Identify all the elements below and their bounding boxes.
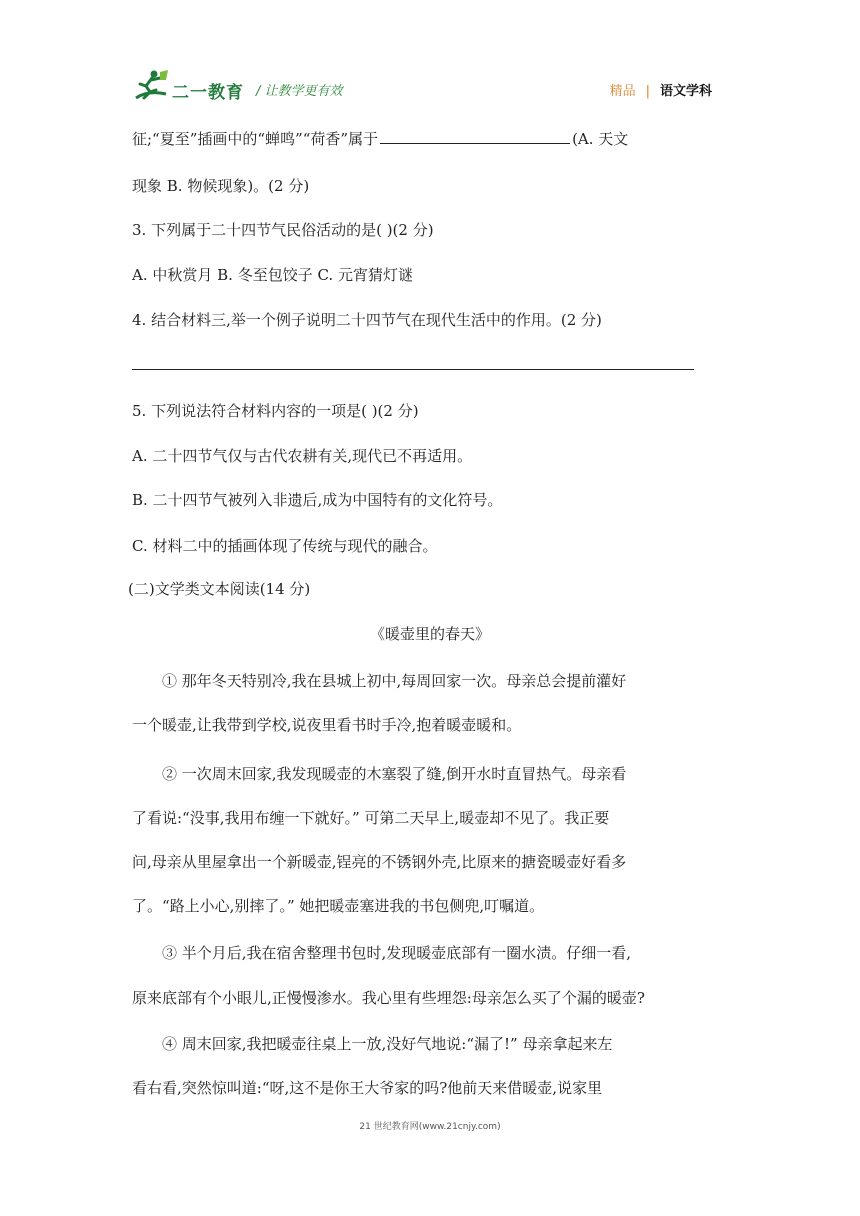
- paragraph-2-line-4: 了。“路上小心,别摔了。” 她把暖壶塞进我的书包侧兜,叮嘱道。: [132, 897, 545, 915]
- paragraph-2-line-1: ② 一次周末回家,我发现暖壶的木塞裂了缝,倒开水时直冒热气。母亲看: [162, 765, 627, 783]
- question-2-options: (A. 天文: [572, 130, 629, 148]
- paragraph-3-line-2: 原来底部有个小眼儿,正慢慢渗水。我心里有些埋怨:母亲怎么买了个漏的暖壶?: [132, 989, 645, 1007]
- tag-separator: |: [645, 84, 650, 99]
- paragraph-2-line-2: 了看说:“没事,我用布缠一下就好。” 可第二天早上,暖壶却不见了。我正要: [132, 809, 610, 827]
- answer-blank[interactable]: [380, 129, 570, 144]
- paragraph-3-line-1: ③ 半个月后,我在宿舍整理书包时,发现暖壶底部有一圈水渍。仔细一看,: [162, 944, 632, 962]
- subject-tag: [610, 80, 712, 99]
- answer-line[interactable]: [132, 369, 694, 370]
- quality-label: 精品: [609, 84, 636, 99]
- page-footer: 21 世纪教育网(www.21cnjy.com): [359, 1122, 501, 1132]
- story-title: 《暖壶里的春天》: [369, 625, 490, 643]
- question-5: 5. 下列说法符合材料内容的一项是( )(2 分): [132, 402, 419, 420]
- subject-label: 语文学科: [659, 84, 712, 99]
- page-header: [132, 68, 732, 108]
- paragraph-2-line-3: 问,母亲从里屋拿出一个新暖壶,锃亮的不锈钢外壳,比原来的搪瓷暖壶好看多: [132, 853, 627, 871]
- question-3: 3. 下列属于二十四节气民俗活动的是( )(2 分): [132, 221, 434, 239]
- question-2-text: 征;“夏至”插画中的“蝉鸣”“荷香”属于: [132, 130, 379, 148]
- question-5-option-a: A. 二十四节气仅与古代农耕有关,现代已不再适用。: [132, 447, 473, 465]
- paragraph-4-line-2: 看右看,突然惊叫道:“呀,这不是你王大爷家的吗?他前天来借暖壶,说家里: [132, 1079, 603, 1097]
- question-2-line: [132, 128, 628, 149]
- question-5-option-c: C. 材料二中的插画体现了传统与现代的融合。: [132, 537, 438, 555]
- logo: [132, 68, 244, 104]
- section-heading: (二)文学类文本阅读(14 分): [128, 580, 311, 598]
- question-2-line-2: 现象 B. 物候现象)。(2 分): [132, 177, 310, 195]
- question-5-option-b: B. 二十四节气被列入非遗后,成为中国特有的文化符号。: [132, 491, 503, 509]
- paragraph-1-line-1: ① 那年冬天特别冷,我在县城上初中,每周回家一次。母亲总会提前灌好: [162, 672, 627, 690]
- paragraph-4-line-1: ④ 周末回家,我把暖壶往桌上一放,没好气地说:“漏了!” 母亲拿起来左: [162, 1035, 613, 1053]
- logo-text: 二一教育: [172, 83, 244, 103]
- slogan: / 让教学更有效: [256, 84, 343, 99]
- question-3-options: A. 中秋赏月 B. 冬至包饺子 C. 元宵猜灯谜: [132, 266, 413, 284]
- runner-logo-icon: [132, 68, 170, 104]
- question-4: 4. 结合材料三,举一个例子说明二十四节气在现代生活中的作用。(2 分): [132, 311, 602, 329]
- paragraph-1-line-2: 一个暖壶,让我带到学校,说夜里看书时手冷,抱着暖壶暖和。: [132, 716, 522, 734]
